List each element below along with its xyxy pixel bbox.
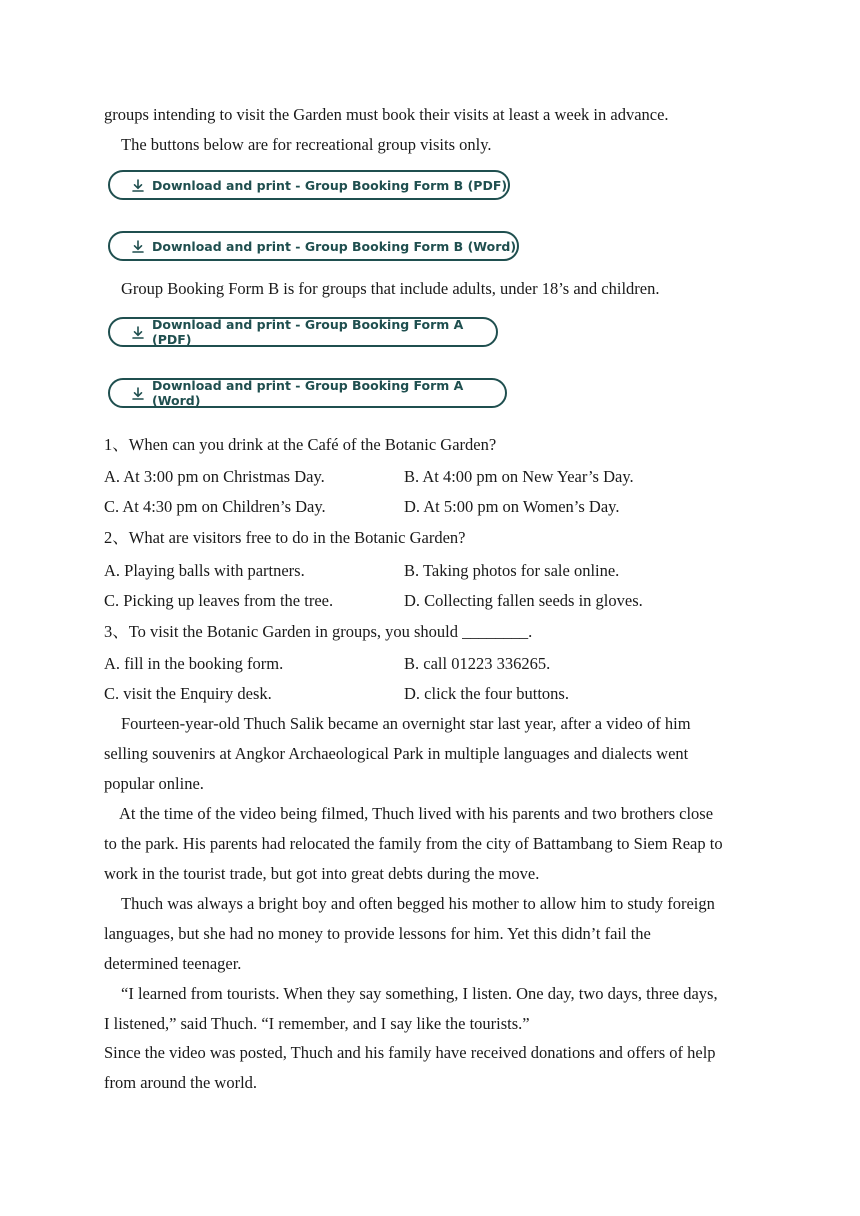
- question-1-option-b: B. At 4:00 pm on New Year’s Day.: [404, 467, 634, 486]
- button-label: Download and print - Group Booking Form B (PDF): [152, 177, 508, 193]
- passage-line: popular online.: [104, 774, 204, 793]
- passage-line: work in the tourist trade, but got into great debts during the move.: [104, 864, 540, 883]
- passage-line: to the park. His parents had relocated the family from the city of Battambang to Siem Reap to: [104, 834, 723, 853]
- button-label: Download and print - Group Booking Form B (Word): [152, 238, 517, 254]
- question-3-option-d: D. click the four buttons.: [404, 684, 569, 703]
- question-2-stem: 2、What are visitors free to do in the Botanic Garden?: [104, 528, 466, 547]
- question-1-option-c: C. At 4:30 pm on Children’s Day.: [104, 497, 326, 516]
- passage-line: languages, but she had no money to provide lessons for him. Yet this didn’t fail the: [104, 924, 651, 943]
- question-2-option-b: B. Taking photos for sale online.: [404, 561, 620, 580]
- passage-line: At the time of the video being filmed, Thuch lived with his parents and two brothers close: [119, 804, 714, 823]
- download-icon: [132, 179, 144, 192]
- download-form-a-pdf-button[interactable]: [108, 317, 498, 347]
- passage-line: from around the world.: [104, 1073, 258, 1092]
- passage-line: Since the video was posted, Thuch and his family have received donations and offers of help: [104, 1043, 716, 1062]
- passage-line: determined teenager.: [104, 954, 242, 973]
- question-3-stem: 3、To visit the Botanic Garden in groups, you should ________.: [104, 622, 533, 641]
- question-1-stem: 1、When can you drink at the Café of the Botanic Garden?: [104, 435, 497, 454]
- question-3-option-b: B. call 01223 336265.: [404, 654, 551, 673]
- passage-line: Fourteen-year-old Thuch Salik became an overnight star last year, after a video of him: [121, 714, 691, 733]
- question-1-option-a: A. At 3:00 pm on Christmas Day.: [104, 467, 325, 486]
- question-3-option-c: C. visit the Enquiry desk.: [104, 684, 272, 703]
- intro-line-2: The buttons below are for recreational group visits only.: [121, 135, 492, 154]
- download-form-b-word-button[interactable]: [108, 231, 519, 261]
- question-1-option-d: D. At 5:00 pm on Women’s Day.: [404, 497, 620, 516]
- intro-line-1: groups intending to visit the Garden must book their visits at least a week in advance.: [104, 105, 669, 124]
- passage-line: I listened,” said Thuch. “I remember, and I say like the tourists.”: [104, 1014, 530, 1033]
- download-icon: [132, 240, 144, 253]
- download-form-b-pdf-button[interactable]: [108, 170, 510, 200]
- passage-line: “I learned from tourists. When they say something, I listen. One day, two days, three days,: [121, 984, 718, 1003]
- button-label: Download and print - Group Booking Form A (Word): [152, 378, 464, 408]
- download-icon: [132, 326, 144, 339]
- question-3-option-a: A. fill in the booking form.: [104, 654, 284, 673]
- question-2-option-a: A. Playing balls with partners.: [104, 561, 305, 580]
- question-2-option-c: C. Picking up leaves from the tree.: [104, 591, 334, 610]
- download-form-a-word-button[interactable]: [108, 378, 507, 408]
- passage-line: selling souvenirs at Angkor Archaeological Park in multiple languages and dialects went: [104, 744, 689, 763]
- button-label: Download and print - Group Booking Form A (PDF): [152, 317, 464, 347]
- question-2-option-d: D. Collecting fallen seeds in gloves.: [404, 591, 643, 610]
- passage-line: Thuch was always a bright boy and often begged his mother to allow him to study foreign: [121, 894, 715, 913]
- download-icon: [132, 387, 144, 400]
- form-b-note: Group Booking Form B is for groups that include adults, under 18’s and children.: [121, 279, 660, 298]
